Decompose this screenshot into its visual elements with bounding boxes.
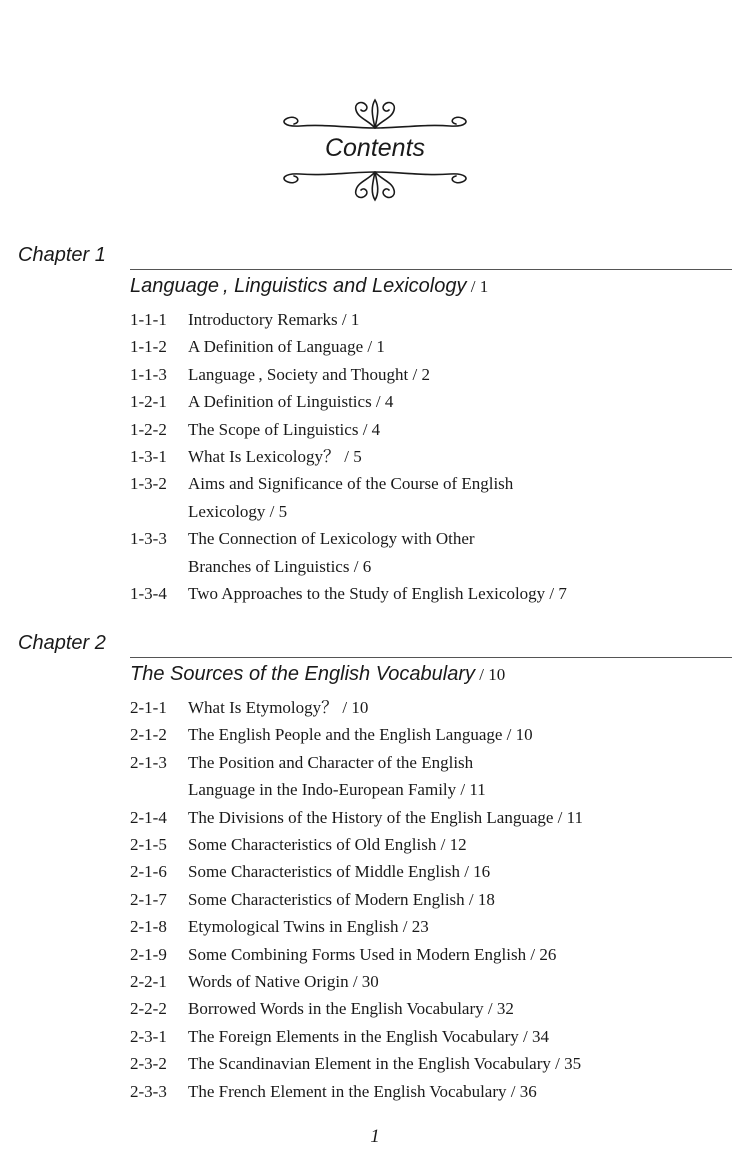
section-number: 2-1-7 xyxy=(130,889,167,909)
section-title: The Foreign Elements in the English Vocabulary / 34 xyxy=(188,1026,550,1046)
toc-entry[interactable] xyxy=(130,361,730,388)
section-number: 1-3-3 xyxy=(130,529,167,549)
toc-entry[interactable] xyxy=(130,416,730,443)
section-number: 2-3-3 xyxy=(130,1081,167,1101)
section-title: The Connection of Lexicology with Other xyxy=(188,529,475,549)
toc-entry[interactable] xyxy=(130,749,730,804)
toc-entry[interactable] xyxy=(130,306,730,333)
section-number: 1-1-3 xyxy=(130,364,167,384)
section-number: 1-1-2 xyxy=(130,337,167,357)
section-title: The Scandinavian Element in the English Vocabulary / 35 xyxy=(188,1054,582,1074)
toc-entry[interactable] xyxy=(130,1023,730,1050)
section-number: 2-3-1 xyxy=(130,1026,167,1046)
section-number: 2-2-1 xyxy=(130,972,167,992)
toc-entry[interactable] xyxy=(130,443,730,470)
toc-entry[interactable] xyxy=(130,858,730,885)
section-number: 2-1-9 xyxy=(130,944,167,964)
section-number: 2-1-5 xyxy=(130,835,167,855)
toc-entry-list xyxy=(130,306,730,607)
toc-entry[interactable] xyxy=(130,1050,730,1077)
section-number: 2-2-2 xyxy=(130,999,167,1019)
section-title: Words of Native Origin / 30 xyxy=(188,972,379,992)
page-title: Contents xyxy=(324,134,426,162)
section-number: 1-2-1 xyxy=(130,392,167,412)
chapter-divider xyxy=(130,657,732,658)
section-title: Introductory Remarks / 1 xyxy=(188,310,360,329)
section-number: 1-3-2 xyxy=(130,474,167,494)
toc-entry[interactable] xyxy=(130,388,730,415)
section-title: Etymological Twins in English / 23 xyxy=(188,917,429,937)
toc-entry[interactable] xyxy=(130,804,730,831)
toc-entry[interactable] xyxy=(130,333,730,360)
section-title: The Divisions of the History of the English Language / 11 xyxy=(188,807,584,827)
toc-entry[interactable] xyxy=(130,913,730,940)
toc-entry[interactable] xyxy=(130,721,730,748)
section-title: What Is Lexicology？ / 5 xyxy=(188,447,362,467)
section-number: 1-3-1 xyxy=(130,447,167,467)
chapter-page-ref: / 10 xyxy=(475,665,506,684)
chapter-page-ref: / 1 xyxy=(466,277,489,296)
section-title: Some Characteristics of Middle English / 16 xyxy=(188,862,491,882)
toc-entry[interactable] xyxy=(130,831,730,858)
section-number: 2-1-3 xyxy=(130,752,167,772)
section-title: Some Combining Forms Used in Modern English / 26 xyxy=(188,944,557,964)
section-title: The English People and the English Language / 10 xyxy=(188,725,533,745)
section-title: Aims and Significance of the Course of English xyxy=(188,474,514,494)
section-title: The Position and Character of the English xyxy=(188,752,474,772)
section-title: Some Characteristics of Old English / 12 xyxy=(188,835,467,855)
section-number: 2-3-2 xyxy=(130,1054,167,1074)
section-number: 1-3-4 xyxy=(130,584,167,604)
section-title-continuation: Branches of Linguistics / 6 xyxy=(188,556,372,576)
section-number: 2-1-8 xyxy=(130,917,167,937)
toc-entry[interactable] xyxy=(130,968,730,995)
toc-entry[interactable] xyxy=(130,580,730,607)
chapter-label: Chapter 1 xyxy=(18,244,106,266)
chapter-heading[interactable] xyxy=(130,275,488,298)
page-number: 1 xyxy=(370,1126,380,1147)
section-title: A Definition of Linguistics / 4 xyxy=(188,392,394,412)
scroll-ornament-top-icon xyxy=(270,94,480,134)
section-title-continuation: Lexicology / 5 xyxy=(188,501,288,521)
section-title: Some Characteristics of Modern English / 18 xyxy=(188,889,495,909)
section-number: 2-1-1 xyxy=(130,698,167,717)
toc-entry[interactable] xyxy=(130,941,730,968)
section-title: Language , Society and Thought / 2 xyxy=(188,364,430,384)
section-title-continuation: Language in the Indo-European Family / 11 xyxy=(188,780,486,800)
toc-entry[interactable] xyxy=(130,1078,730,1105)
section-title: Two Approaches to the Study of English Lexicology / 7 xyxy=(188,584,567,604)
contents-heading xyxy=(0,90,750,215)
toc-entry[interactable] xyxy=(130,525,730,580)
section-title: The French Element in the English Vocabulary / 36 xyxy=(188,1081,537,1101)
section-title: What Is Etymology？ / 10 xyxy=(188,698,369,717)
chapter-heading[interactable] xyxy=(130,663,505,686)
scroll-ornament-bottom-icon xyxy=(270,166,480,206)
section-number: 1-2-2 xyxy=(130,419,167,439)
chapter-divider xyxy=(130,269,732,270)
chapter-label: Chapter 2 xyxy=(18,632,106,654)
toc-entry[interactable] xyxy=(130,694,730,721)
section-title: The Scope of Linguistics / 4 xyxy=(188,419,381,439)
section-number: 2-1-6 xyxy=(130,862,167,882)
section-number: 2-1-4 xyxy=(130,807,167,827)
toc-entry-list xyxy=(130,694,730,1105)
section-title: Borrowed Words in the English Vocabulary / 32 xyxy=(188,999,514,1019)
section-number: 2-1-2 xyxy=(130,725,167,745)
toc-entry[interactable] xyxy=(130,886,730,913)
toc-entry[interactable] xyxy=(130,995,730,1022)
toc-entry[interactable] xyxy=(130,470,730,525)
section-number: 1-1-1 xyxy=(130,310,167,329)
section-title: A Definition of Language / 1 xyxy=(188,337,385,357)
chapter-title: Language , Linguistics and Lexicology xyxy=(130,275,467,297)
chapter-title: The Sources of the English Vocabulary xyxy=(130,663,476,685)
